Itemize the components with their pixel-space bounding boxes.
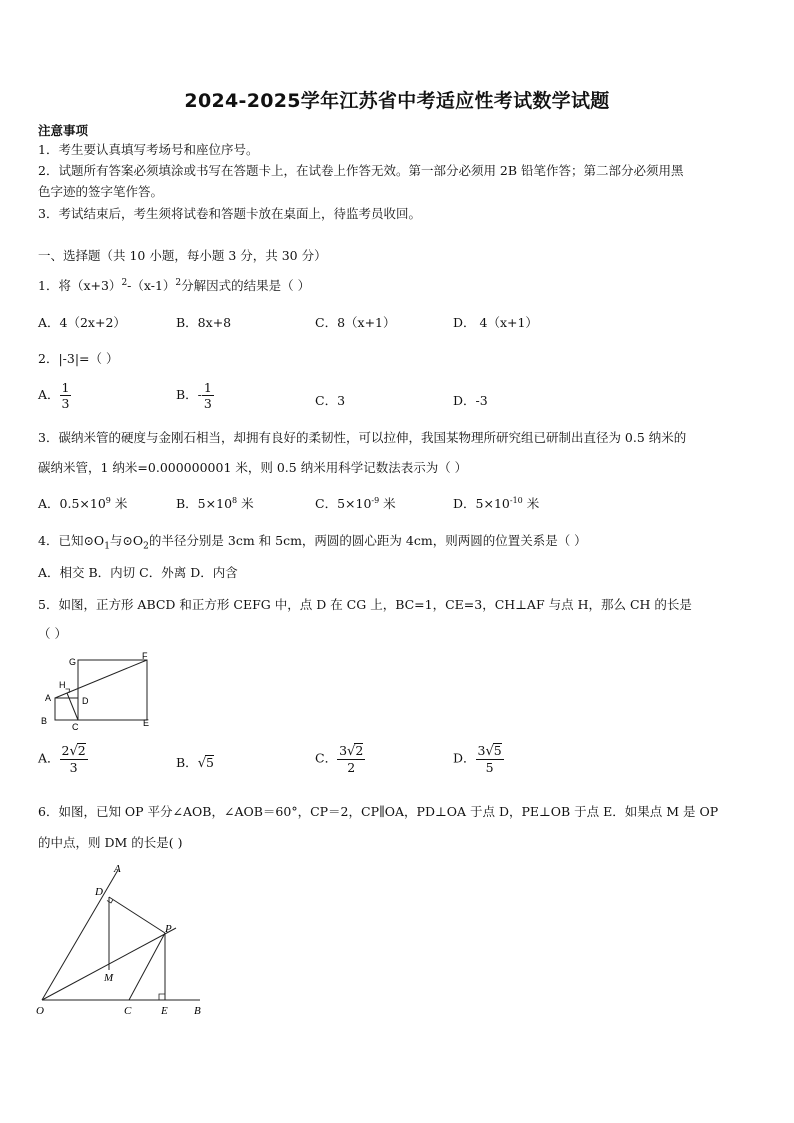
label-o: O (36, 1005, 44, 1017)
q2-option-c: C．3 (315, 393, 346, 408)
label-e: E (161, 1005, 168, 1017)
q5-option-b: B．√5 (176, 755, 214, 771)
question-5-line1: 5．如图，正方形 ABCD 和正方形 CEFG 中，点 D 在 CG 上，BC=1，CE=3，CH⊥AF 与点 H，那么 CH 的长是 (38, 597, 692, 612)
q1-option-a: A．4（2x+2） (38, 315, 126, 330)
question-3-line2: 碳纳米管，1 纳米=0.000000001 米，则 0.5 纳米用科学记数法表示为（ ） (38, 460, 468, 475)
label-c: C (72, 722, 79, 732)
label-a: A (45, 693, 52, 703)
notice-heading: 注意事项 (38, 123, 89, 138)
q1-option-c: C．8（x+1） (315, 315, 396, 330)
label-d: D (82, 696, 89, 706)
question-3-line1: 3．碳纳米管的硬度与金刚石相当，却拥有良好的柔韧性，可以拉伸，我国某物理所研究组已研制出直径为 0.5 纳米的 (38, 430, 687, 445)
q3-option-a: A．$0.5\times 10^9$ 米 (38, 495, 128, 511)
q3-option-c: C．$5\times 10^{-9}$ 米 (315, 495, 396, 511)
question-1-stem: 1．将$(x+3)^2-(x-1)^2$分解因式的结果是（ ） (38, 277, 311, 293)
notice-item: 2．试题所有答案必须填涂或书写在答题卡上，在试卷上作答无效。第一部分必须用 2B 铅笔作答；第二部分必须用黑 (38, 163, 684, 178)
q5-option-c: C． $\frac{3√2}{2}$ (315, 743, 364, 775)
label-e: E (143, 718, 150, 728)
q3-option-d: D．$5\times 10^{-10}$ 米 (453, 495, 540, 511)
q2-option-a: A． $\frac{1}{3}$ (38, 380, 70, 411)
q5-option-d: D． $\frac{3√5}{5}$ (453, 743, 502, 775)
page-title: 2024-2025学年江苏省中考适应性考试数学试题 (184, 90, 610, 112)
question-5-line2: （ ） (38, 626, 67, 641)
segment-pd (109, 897, 165, 933)
label-h: H (59, 680, 66, 690)
q1-option-b: B．8x+8 (176, 315, 232, 330)
label-c: C (124, 1005, 132, 1017)
label-d: D (95, 886, 103, 898)
question-4-stem: 4．已知$⊙O_1$与$⊙O_2$的半径分别是 3cm 和 5cm，两圆的圆心距为 4cm，则两圆的位置关系是（ ） (38, 533, 587, 552)
q3-option-b: B．$5\times 10^8$ 米 (176, 495, 254, 511)
q4-options: A．相交 B．内切 C．外离 D．内含 (38, 565, 238, 580)
q5-figure (38, 648, 158, 732)
section-heading: 一、选择题（共 10 小题，每小题 3 分，共 30 分） (38, 248, 327, 263)
square-abcd (55, 698, 78, 720)
q1-option-d: D． 4（x+1） (453, 315, 538, 330)
q2-option-d: D．-3 (453, 393, 488, 408)
q2-option-b: B．- $\frac{1}{3}$ (176, 380, 212, 411)
question-6-line1: 6．如图，已知 OP 平分∠AOB，∠AOB＝60°，CP＝2，CP∥OA，PD⊥OA 于点 D，PE⊥OB 于点 E．如果点 M 是 OP (38, 804, 719, 819)
notice-item: 色字迹的签字笔作答。 (38, 184, 164, 199)
square-cefg (78, 660, 147, 720)
label-p: P (165, 923, 172, 935)
notice-item: 1．考生要认真填写考场号和座位序号。 (38, 142, 259, 157)
label-b: B (41, 716, 48, 726)
label-f: F (142, 651, 148, 661)
label-a: A (114, 863, 121, 875)
q6-figure (34, 858, 212, 1020)
label-b: B (194, 1005, 201, 1017)
question-6-line2: 的中点，则 DM 的长是( ) (38, 835, 183, 850)
notice-item: 3．考试结束后，考生须将试卷和答题卡放在桌面上，待监考员收回。 (38, 206, 421, 221)
segment-ch (67, 693, 78, 720)
label-g: G (69, 657, 77, 667)
question-2-stem: 2．|-3|=（ ） (38, 351, 119, 366)
label-m: M (104, 972, 114, 984)
q5-option-a: A． $\frac{2√2}{3}$ (38, 743, 86, 775)
